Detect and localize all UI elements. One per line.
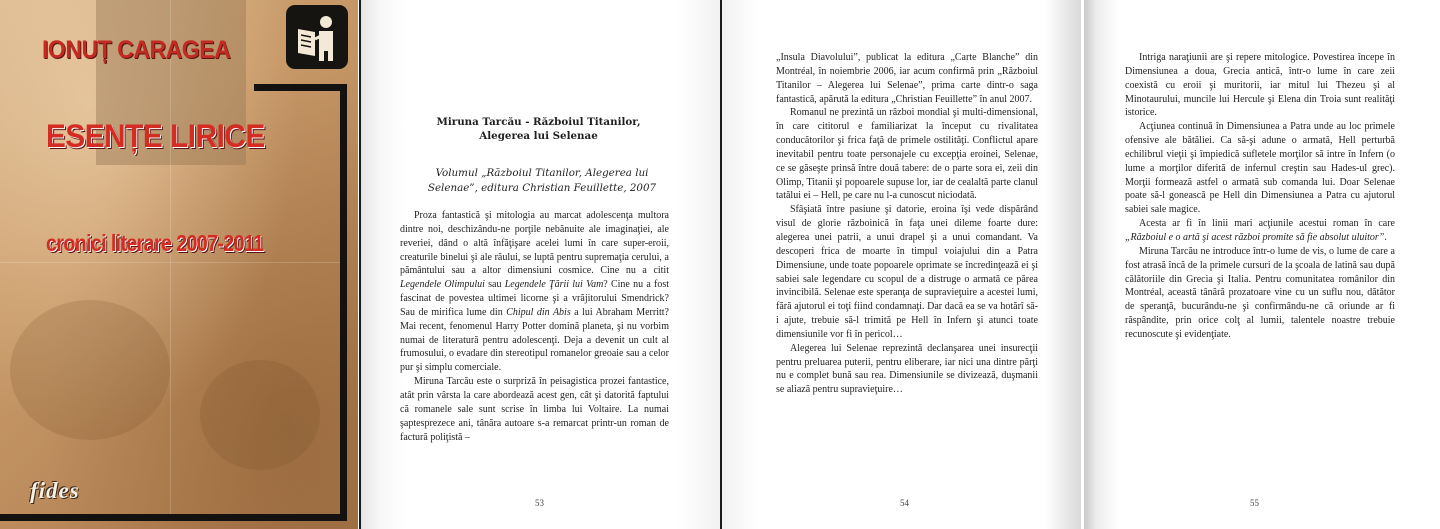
page-body xyxy=(400,209,669,444)
book-title: Chipul din Abis xyxy=(506,306,571,318)
paragraph: Sfâşiată între pasiune şi datorie, eroina îşi vede dispărând visul de glorie războinică în faţa unei dileme foarte dure: alegerea unei patrii, a unui drapel şi a unui comandant. Va descoperi frica de moarte în timpul voiajului din a Patra Dimensiune, unde toate popoarele oprimate se încredinţează ei şi sabiei sale legendare cu scopul de a distruge o armată ce părea invincibilă. Selenae este speranţa de supravieţuire a acestei lumi, fără ajutorul ei toţi fiind condamnaţi. Dar dacă ea se va hotărî să-i ajute, trebuie să-l trimită pe Hell în Infern şi atunci toate dimensiunile vor fi în pericol… xyxy=(776,204,1038,340)
cover-title: ESENȚE LIRICE xyxy=(46,118,265,154)
cover-subtitle: cronici literare 2007-2011 xyxy=(46,230,264,256)
paragraph-text: Proza fantastică şi mitologia au marcat adolescenţa multora dintre noi, deschizându-ne porţile nebănuite ale imaginaţiei, ale reveriei, dând o altă înfăţişare acelei lumi în care super-eroii, creaturile binelui şi ale răului, se luptă pentru supremaţia cerului, a pământului sau a altor dimensiuni cosmice. xyxy=(400,210,669,277)
paragraph-text: ? Cine nu a fost fascinat de povestea ultimei licorne şi a vrăjitorului Smendrick? Sau de mirifica lume din xyxy=(400,279,669,318)
cover-crease xyxy=(170,0,171,514)
paragraph: Romanul ne prezintă un război mondial şi multi-dimensional, în care cititorul e familiarizat la început cu rivalitatea conducătorilor şi frica faţă de primele ostilităţi. Conflictul apare inevitabil pentru toate personajele cu excepţia eroinei, Selenae, ce se găseşte prinsă între două tabere: de o parte sora ei, zeii din Olimp, Titanii şi popoarele supuse lor, iar de cealaltă parte clanul tatălui ei – Hell, pe care nu l-a cunoscut niciodată. xyxy=(776,107,1038,202)
paragraph: „Insula Diavolului”, publicat la editura „Carte Blanche” din Montréal, în noiembrie 2006, iar acum confirmă prin „Războiul Titanilor – Alegerea lui Selenae”, prima carte dintr-o saga fantastică, apărută la editura „Christian Feuillette” în anul 2007. xyxy=(776,52,1038,105)
book-title: Legendele Ţării lui Vam xyxy=(504,279,604,291)
paragraph-text: Cine nu a citit xyxy=(600,265,669,277)
chapter-subtitle: Volumul „Războiul Titanilor, Alegerea lui Selenae”, editura Christian Feuillette, 2007 xyxy=(427,167,657,194)
chapter-title: Miruna Tarcău - Războiul Titanilor, Alegerea lui Selenae xyxy=(436,116,641,142)
paragraph: Miruna Tarcău ne introduce într-o lume de vis, o lume de care a fost atrasă încă de la primele cursuri de la şcoala de latină sau după călătoriile din Grecia şi Italia. Pentru comunitatea românilor din Montréal, această tânără prozatoare vine cu un suflu nou, dătător de speranţă, bucurându-ne şi confirmându-ne că oriunde ar fi răspândite, prin orice colţ al lumii, talentele noastre trebuie recunoscute şi evidenţiate. xyxy=(1125,245,1395,340)
book-title: Legendele Olimpului xyxy=(400,279,485,291)
page-number: 54 xyxy=(900,498,909,508)
reader-book-icon xyxy=(286,5,348,69)
cover-frame-line xyxy=(0,514,347,521)
paragraph: Alegerea lui Selenae reprezintă declanşarea unei insurecţii pentru preluarea puterii, pentru eliberare, iar nici una dintre părţi nu e complet bună sau rea. Dimensiunile se divizează, duşmanii se aliază pentru supravieţuire… xyxy=(776,342,1038,396)
paragraph xyxy=(400,209,669,375)
page-number: 55 xyxy=(1250,498,1259,508)
book-cover xyxy=(0,0,358,529)
page-number: 53 xyxy=(535,498,544,508)
paragraph: Intriga naraţiunii are şi repere mitologice. Povestirea începe în Dimensiunea a doua, Grecia antică, într-o lume în care zeii coexistă cu eroii şi muritorii, iar mitul lui Thezeu şi al Minotaurului, muncile lui Hercule şi Elena din Troia sunt realităţi istorice. xyxy=(1125,52,1395,119)
cover-author: IONUȚ CARAGEA xyxy=(42,36,231,64)
page-54 xyxy=(722,0,1081,529)
paragraph-text: a lui Abraham Merritt? Mai recent, fenomenul Harry Potter domină planeta, şi nu vorbim numai de literatură pentru adolescenţi. Deja a devenit un cult al frumosului, o evadare din stereotipul romanelor greoaie sau a celor pur şi simplu comerciale. xyxy=(400,306,669,374)
cover-frame-line xyxy=(254,84,347,91)
cover-stain xyxy=(200,360,320,470)
paragraph: Miruna Tarcău este o surpriză în peisagistica prozei fantastice, atât prin vârsta la care abordează acest gen, cât şi datorită faptului că romanele sale sunt scrise în limba lui Voltaire. La numai şaptesprezece ani, tânăra autoare s-a remarcat printr-un roman de factură poliţistă – xyxy=(400,376,669,443)
paragraph xyxy=(1125,217,1395,245)
publisher-logo: fides xyxy=(30,478,80,503)
paragraph: Acţiunea continuă în Dimensiunea a Patra unde au loc primele ofensive ale bătăliei. Ca să-şi adune o armată, Hell perturbă echilibrul vieţii şi împiedică sufletele morţilor să intre în Infern (o lume a morţilor diferită de infernul creştin sau Hades-ul grec). Morţii formează astfel o armată sub comanda lui. Doar Selenae poate să-l gonească pe Hell din Dimensiunea a Patra cu ajutorul sabiei sale magice. xyxy=(1125,121,1395,216)
paragraph-text: sau xyxy=(484,279,505,291)
cover-stain xyxy=(10,300,170,440)
page-53 xyxy=(361,0,720,529)
page-55 xyxy=(1084,0,1440,529)
page-body xyxy=(1125,51,1395,342)
page-body xyxy=(776,51,1038,397)
paragraph-text: Acesta ar fi în linii mari acţiunile acestui roman în care xyxy=(1139,218,1395,230)
cover-frame-line xyxy=(340,84,347,514)
quote: „Războiul e o artă şi acest război promite să fie absolut uluitor” xyxy=(1125,231,1385,243)
paragraph-text: . xyxy=(1384,231,1387,243)
